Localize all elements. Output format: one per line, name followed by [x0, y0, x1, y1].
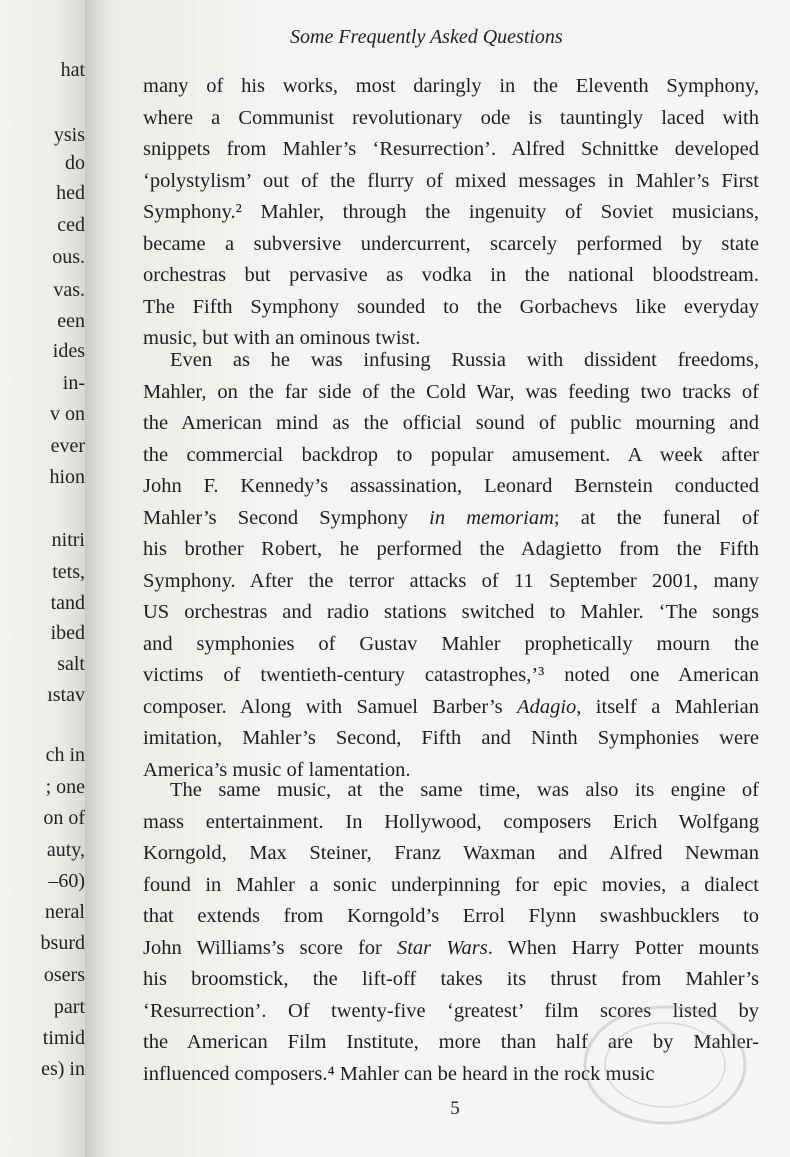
facing-page-fragment: timid [42, 1027, 85, 1049]
facing-page-fragment: ; one [45, 776, 85, 798]
facing-page-fragment: nitri [51, 529, 85, 551]
facing-page-fragment: auty, [46, 839, 85, 861]
text-line: ‘Resurrection’. Of twenty-five ‘greatest’ film scores listed by [143, 999, 759, 1022]
text-line: John Williams’s score for Star Wars. When Harry Potter mounts [143, 936, 759, 959]
facing-page-edge [0, 0, 85, 1157]
facing-page-fragment: do [65, 152, 85, 174]
facing-page-fragment: in- [62, 372, 85, 394]
book-gutter [85, 0, 115, 1157]
text-line: influenced composers.⁴ Mahler can be heard in the rock music [143, 1062, 655, 1085]
seal-watermark [580, 1000, 750, 1130]
facing-page-fragment: part [53, 996, 85, 1018]
text-line: Mahler’s Second Symphony in memoriam; at the funeral of [143, 506, 759, 529]
text-line: The Fifth Symphony sounded to the Gorbachevs like everyday [143, 295, 759, 318]
text-line: mass entertainment. In Hollywood, composers Erich Wolfgang [143, 810, 759, 833]
text-line: his brother Robert, he performed the Adagietto from the Fifth [143, 538, 759, 560]
facing-page-fragment: bsurd [40, 932, 85, 954]
facing-page-fragment: salt [57, 653, 85, 675]
facing-page-fragment: tets, [52, 561, 85, 583]
text-line: Symphony. After the terror attacks of 11 September 2001, many [143, 569, 759, 592]
facing-page-fragment: es) in [41, 1058, 85, 1080]
text-line: Symphony.² Mahler, through the ingenuity of Soviet musicians, [143, 201, 759, 223]
text-line: and symphonies of Gustav Mahler prophetically mourn the [143, 632, 759, 655]
text-line: many of his works, most daringly in the Eleventh Symphony, [143, 75, 759, 97]
page-number: 5 [450, 1098, 460, 1119]
text-line: Korngold, Max Steiner, Franz Waxman and Alfred Newman [143, 842, 759, 864]
facing-page-fragment: on of [43, 807, 85, 829]
text-line: became a subversive undercurrent, scarcely performed by state [143, 232, 759, 255]
text-line: snippets from Mahler’s ‘Resurrection’. Alfred Schnittke developed [143, 138, 759, 160]
facing-page-fragment: ch in [45, 744, 85, 766]
text-line: orchestras but pervasive as vodka in the national bloodstream. [143, 264, 759, 286]
facing-page-fragment: hat [60, 59, 85, 81]
text-line: imitation, Mahler’s Second, Fifth and Ninth Symphonies were [143, 727, 759, 749]
text-line: ‘polystylism’ out of the flurry of mixed messages in Mahler’s First [143, 169, 759, 192]
text-line: John F. Kennedy’s assassination, Leonard Bernstein conducted [143, 475, 759, 497]
text-line: where a Communist revolutionary ode is tauntingly laced with [143, 106, 759, 129]
text-line: composer. Along with Samuel Barber’s Adagio, itself a Mahlerian [143, 695, 759, 718]
facing-page-fragment: ysis [53, 124, 85, 146]
facing-page-fragment: v on [50, 403, 85, 425]
facing-page-fragment: ibed [50, 622, 85, 644]
text-line: Mahler, on the far side of the Cold War, was feeding two tracks of [143, 380, 759, 403]
facing-page-fragment: ous. [52, 246, 85, 268]
facing-page-fragment: –60) [48, 870, 85, 892]
text-line: victims of twentieth-century catastrophes,’³ noted one American [143, 664, 759, 686]
text-line: the American mind as the official sound of public mourning and [143, 412, 759, 434]
text-line: Even as he was infusing Russia with dissident freedoms, [170, 349, 759, 371]
text-line: found in Mahler a sonic underpinning for epic movies, a dialect [143, 873, 759, 896]
facing-page-fragment: ıstav [47, 684, 85, 706]
text-line: his broomstick, the lift-off takes its thrust from Mahler’s [143, 968, 759, 990]
running-head: Some Frequently Asked Questions [290, 26, 563, 48]
facing-page-fragment: hion [49, 466, 85, 488]
text-line: America’s music of lamentation. [143, 758, 411, 781]
facing-page-fragment: vas. [53, 279, 85, 301]
facing-page-fragment: ced [57, 214, 85, 236]
text-line: music, but with an ominous twist. [143, 327, 421, 349]
text-line: that extends from Korngold’s Errol Flynn swashbucklers to [143, 905, 759, 927]
facing-page-fragment: een [57, 310, 85, 332]
facing-page-fragment: osers [43, 964, 85, 986]
text-line: the commercial backdrop to popular amusement. A week after [143, 443, 759, 466]
facing-page-fragment: hed [56, 182, 85, 204]
text-line: US orchestras and radio stations switched to Mahler. ‘The songs [143, 601, 759, 623]
text-line: The same music, at the same time, was also its engine of [170, 779, 759, 801]
facing-page-fragment: tand [50, 592, 85, 614]
facing-page-fragment: ever [50, 435, 85, 457]
facing-page-fragment: neral [45, 901, 85, 923]
facing-page-fragment: ides [52, 340, 85, 362]
text-line: the American Film Institute, more than half are by Mahler- [143, 1031, 759, 1053]
